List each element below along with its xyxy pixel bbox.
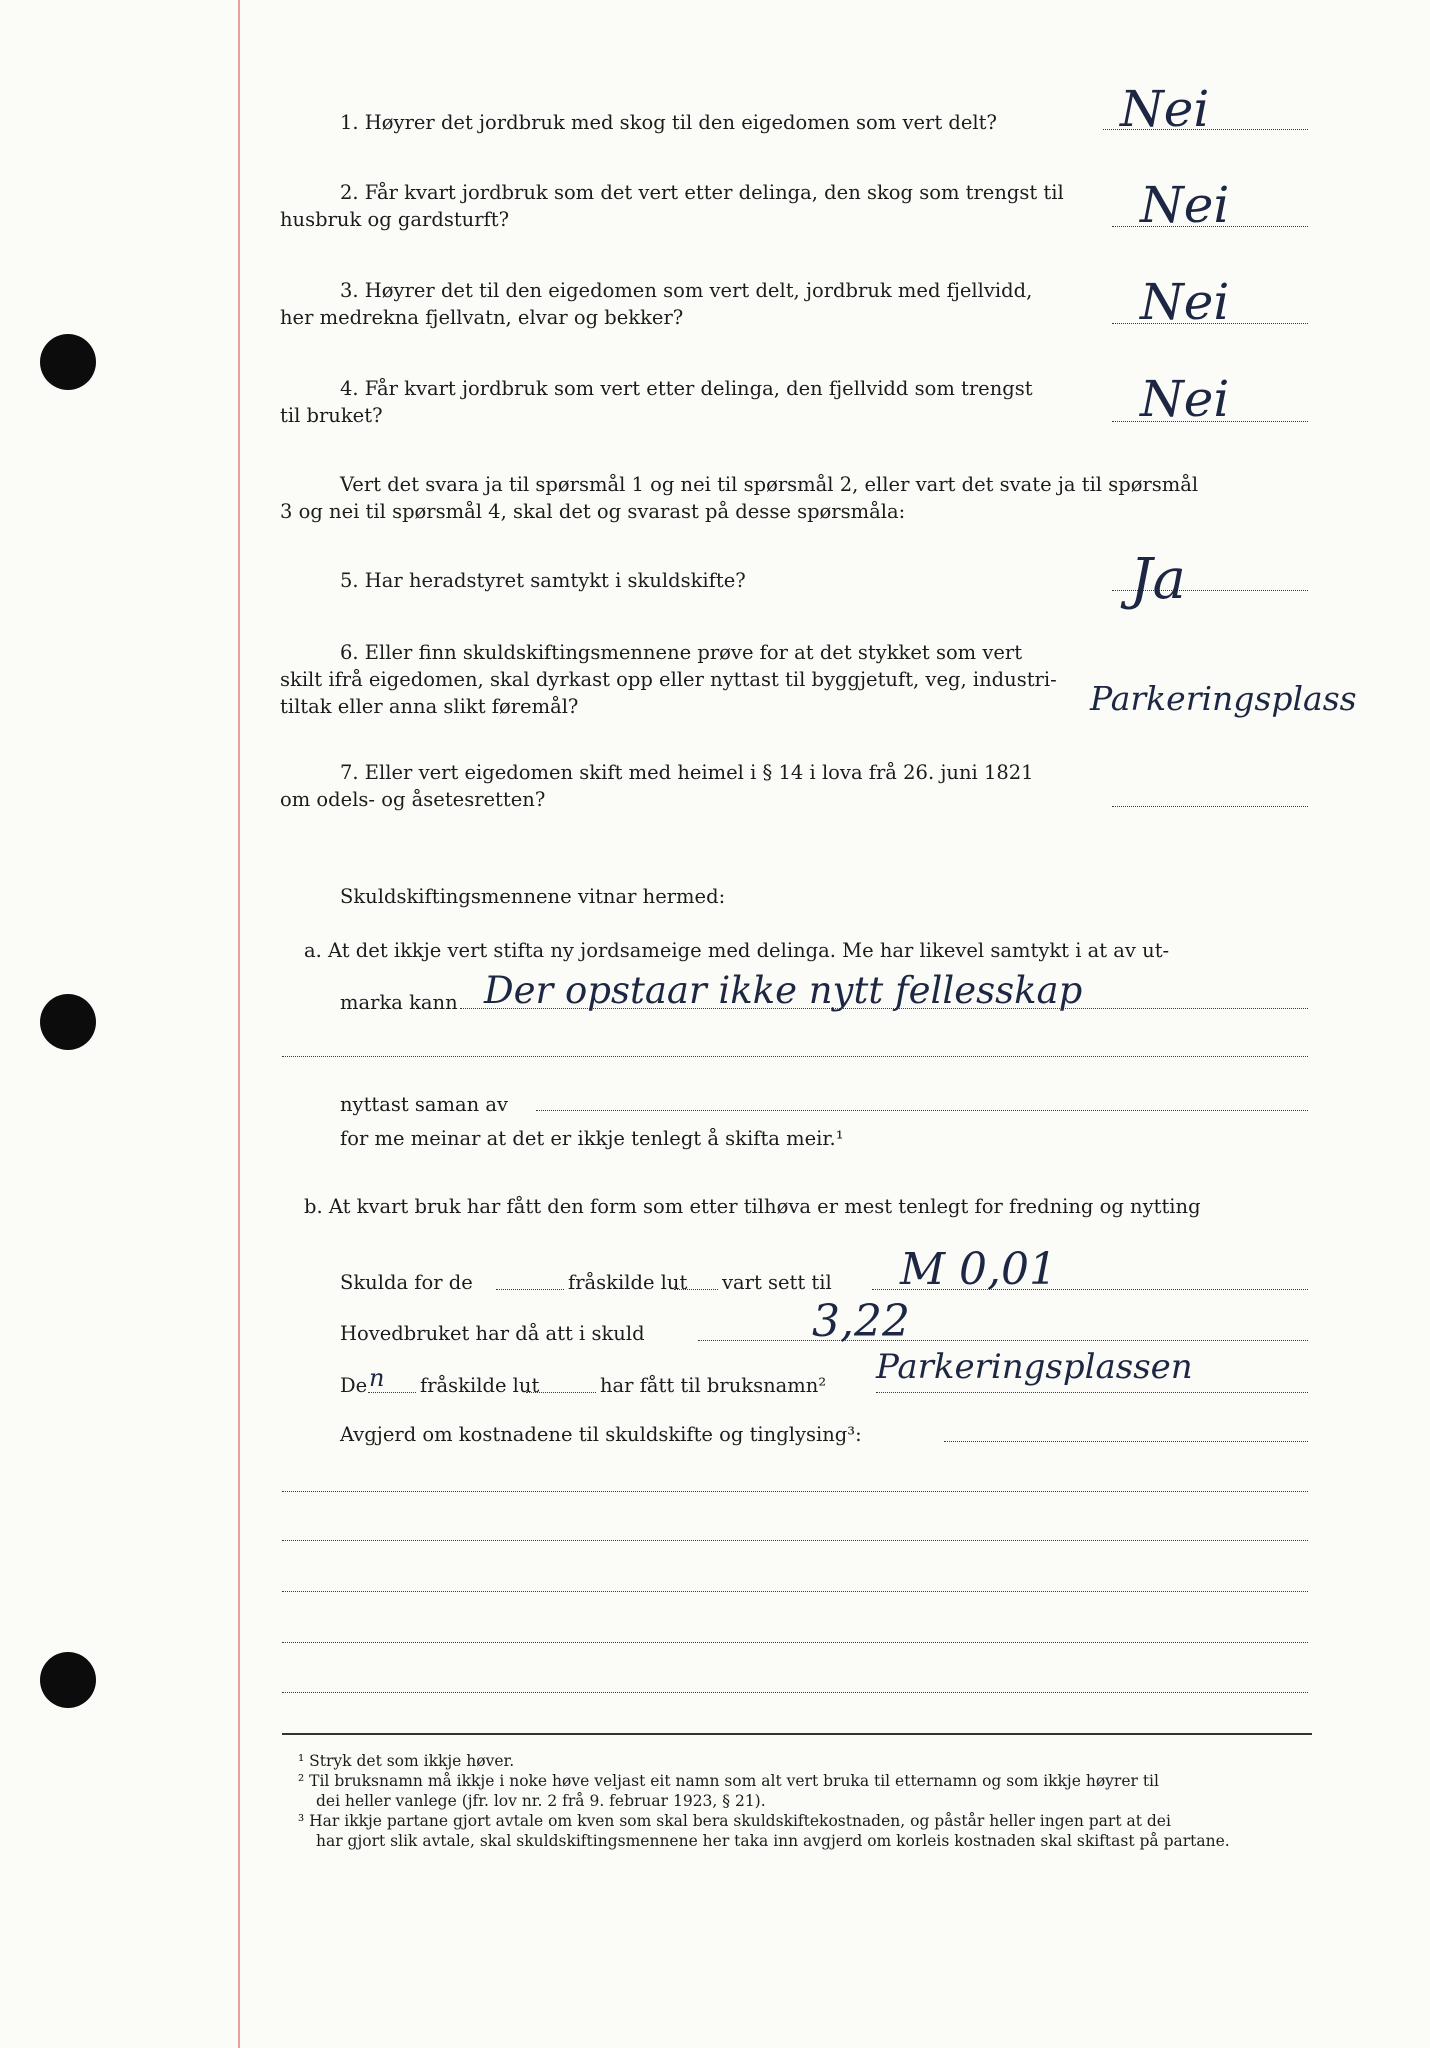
question-1-text: 1. Høyrer det jordbruk med skog til den eigedomen som vert delt? (340, 111, 997, 134)
answer-3-handwritten: Nei (1140, 273, 1230, 331)
answer-5-handwritten: Ja (1130, 547, 1186, 612)
question-7-text-line-2: om odels- og åsetesretten? (280, 788, 546, 811)
answer-1-handwritten: Nei (1120, 80, 1210, 138)
witness-a-line-1: a. At det ikkje vert stifta ny jordsameige med delinga. Me har likevel samtykt i at av ut- (304, 939, 1170, 962)
skuld-row1-blank-1 (496, 1289, 564, 1290)
nyttast-label: nyttast saman av (340, 1093, 509, 1116)
footnote-1: ¹ Stryk det som ikkje høver. (298, 1752, 515, 1770)
blank-line (282, 1491, 1308, 1492)
reason-line: for me meinar at det er ikkje tenlegt å skifta meir.¹ (340, 1127, 844, 1150)
skuld-row1-value-handwritten: M 0,01 (900, 1244, 1058, 1295)
question-6-text-line-3: tiltak eller anna slikt føremål? (280, 695, 579, 718)
question-4-text-line-2: til bruket? (280, 404, 383, 427)
blank-line (282, 1642, 1308, 1643)
witness-a-blank-line (282, 1056, 1308, 1057)
question-4-text-line-1: 4. Får kvart jordbruk som vert etter delinga, den fjellvidd som trengst (340, 377, 1033, 400)
skuld-row3-insert-handwritten: n (369, 1364, 385, 1392)
skuld-row2-answer-line (698, 1340, 1308, 1341)
skuld-row3-value-handwritten: Parkeringsplassen (876, 1347, 1193, 1387)
answer-4-handwritten: Nei (1140, 370, 1230, 428)
answer-2-handwritten: Nei (1140, 176, 1230, 234)
punch-hole-icon (40, 994, 96, 1050)
punch-hole-icon (40, 334, 96, 390)
red-margin-line (238, 0, 240, 2048)
witness-a-line-2: marka kann (340, 991, 458, 1014)
skuld-row3-label-c: har fått til bruksnamn² (600, 1374, 827, 1397)
footnote-2-line-1: ² Til bruksnamn må ikkje i noke høve veljast eit namn som alt vert bruka til etternamn og som ikkje høyrer til (298, 1772, 1159, 1790)
question-2-text-line-2: husbruk og gardsturft? (280, 208, 510, 231)
skuld-row1-label-b: fråskilde lut (568, 1271, 688, 1294)
witness-b-line: b. At kvart bruk har fått den form som etter tilhøva er mest tenlegt for fredning og nytting (304, 1195, 1201, 1218)
footnote-3-line-1: ³ Har ikkje partane gjort avtale om kven som skal bera skuldskiftekostnaden, og påstår heller ingen part at dei (298, 1812, 1171, 1830)
skuld-row1-label-a: Skulda for de (340, 1271, 473, 1294)
answer-line-7 (1112, 806, 1308, 807)
witness-a-answer-handwritten: Der opstaar ikke nytt fellesskap (484, 969, 1083, 1012)
question-3-text-line-1: 3. Høyrer det til den eigedomen som vert delt, jordbruk med fjellvidd, (340, 279, 1033, 302)
footnote-divider (282, 1733, 1312, 1735)
skuld-row1-blank-2 (674, 1289, 718, 1290)
skuld-row3-blank-2 (526, 1392, 596, 1393)
question-5-text: 5. Har heradstyret samtykt i skuldskifte? (340, 569, 746, 592)
skuld-row2-label: Hovedbruket har då att i skuld (340, 1322, 645, 1345)
skuld-row1-label-c: vart sett til (722, 1271, 832, 1294)
blank-line (282, 1692, 1308, 1693)
question-3-text-line-2: her medrekna fjellvatn, elvar og bekker? (280, 306, 684, 329)
nyttast-line (536, 1110, 1308, 1111)
question-6-text-line-1: 6. Eller finn skuldskiftingsmennene prøve for at det stykket som vert (340, 641, 1023, 664)
conditional-intro-line-2: 3 og nei til spørsmål 4, skal det og svarast på desse spørsmåla: (280, 500, 906, 523)
blank-line (282, 1540, 1308, 1541)
footnote-2-line-2: dei heller vanlege (jfr. lov nr. 2 frå 9. februar 1923, § 21). (316, 1792, 766, 1810)
skuld-row4-answer-line (944, 1441, 1308, 1442)
footnote-3-line-2: har gjort slik avtale, skal skuldskiftingsmennene her taka inn avgjerd om korleis kostnaden skal skiftast på partane. (316, 1832, 1230, 1850)
skuld-row4-label: Avgjerd om kostnadene til skuldskifte og tinglysing³: (340, 1423, 862, 1446)
witness-heading: Skuldskiftingsmennene vitnar hermed: (340, 885, 726, 908)
punch-hole-icon (40, 1652, 96, 1708)
blank-line (282, 1591, 1308, 1592)
skuld-row3-label-a: De (340, 1374, 368, 1397)
question-6-text-line-2: skilt ifrå eigedomen, skal dyrkast opp eller nyttast til byggjetuft, veg, industri- (280, 668, 1057, 691)
answer-6-handwritten: Parkeringsplass (1090, 679, 1357, 718)
skuld-row3-label-b: fråskilde lut (420, 1374, 540, 1397)
question-7-text-line-1: 7. Eller vert eigedomen skift med heimel i § 14 i lova frå 26. juni 1821 (340, 761, 1034, 784)
conditional-intro-line-1: Vert det svara ja til spørsmål 1 og nei til spørsmål 2, eller vart det svate ja til spørsmål (340, 473, 1199, 496)
skuld-row3-blank-1 (368, 1392, 416, 1393)
skuld-row3-answer-line (876, 1392, 1308, 1393)
skuld-row2-value-handwritten: 3,22 (812, 1296, 910, 1347)
question-2-text-line-1: 2. Får kvart jordbruk som det vert etter delinga, den skog som trengst til (340, 181, 1064, 204)
